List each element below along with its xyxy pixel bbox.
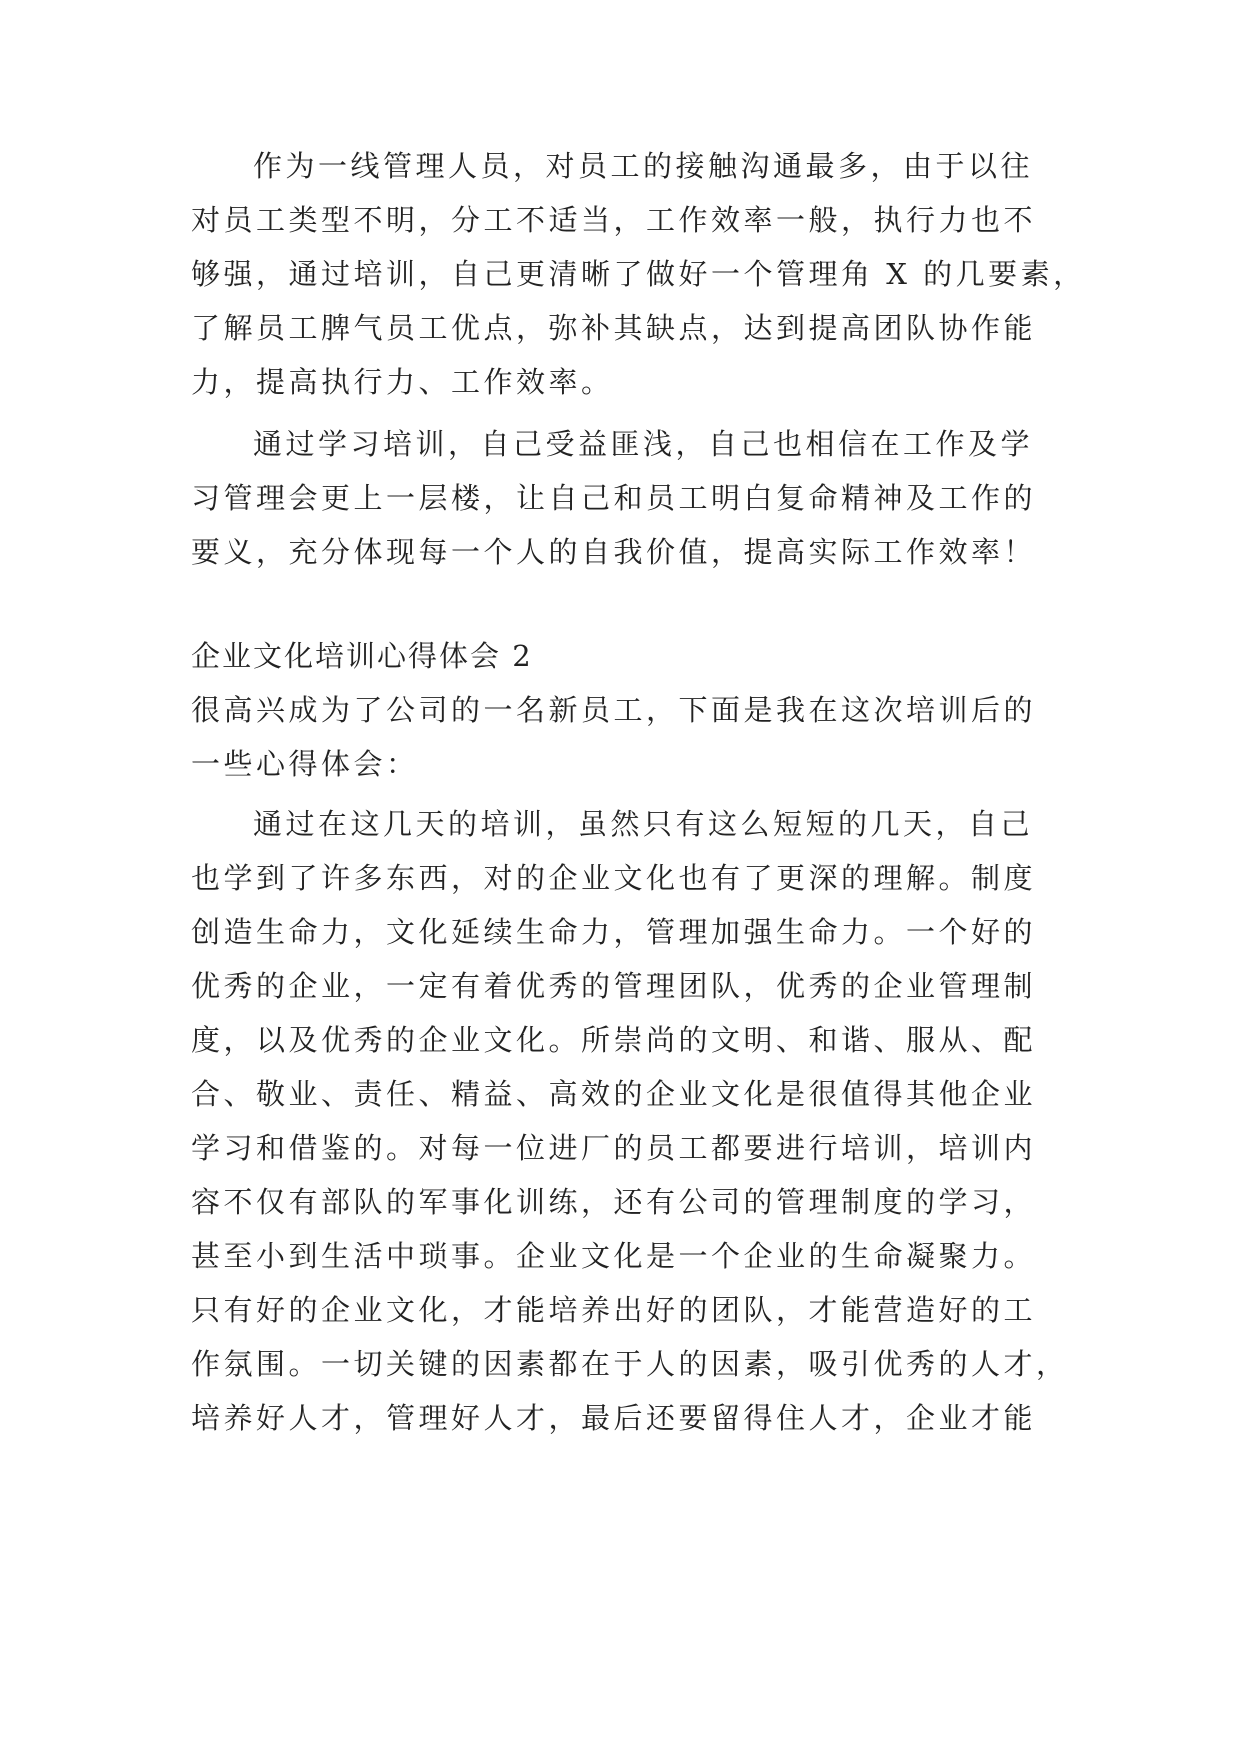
paragraph-3-line-6: 合、敬业、责任、精益、高效的企业文化是很值得其他企业 [191, 1077, 1037, 1111]
paragraph-1-line-4: 了解员工脾气员工优点，弥补其缺点，达到提高团队协作能 [191, 311, 1037, 345]
intro-line-1: 很高兴成为了公司的一名新员工，下面是我在这次培训后的 [191, 693, 1037, 727]
section-title: 企业文化培训心得体会 2 [191, 639, 533, 673]
paragraph-1-line-2: 对员工类型不明，分工不适当，工作效率一般，执行力也不 [191, 203, 1037, 237]
paragraph-3-line-3: 创造生命力，文化延续生命力，管理加强生命力。一个好的 [191, 915, 1037, 949]
paragraph-2-line-1: 通过学习培训，自己受益匪浅，自己也相信在工作及学 [253, 427, 1034, 461]
paragraph-3-line-10: 只有好的企业文化，才能培养出好的团队，才能营造好的工 [191, 1293, 1037, 1327]
paragraph-3-line-8: 容不仅有部队的军事化训练，还有公司的管理制度的学习， [191, 1185, 1037, 1219]
paragraph-3-line-11: 作氛围。一切关键的因素都在于人的因素，吸引优秀的人才， [191, 1347, 1069, 1381]
paragraph-3-line-2: 也学到了许多东西，对的企业文化也有了更深的理解。制度 [191, 861, 1037, 895]
paragraph-1-line-1: 作为一线管理人员，对员工的接触沟通最多，由于以往 [253, 149, 1034, 183]
paragraph-1-line-3: 够强，通过培训，自己更清晰了做好一个管理角 X 的几要素， [191, 257, 1086, 291]
paragraph-3-line-12: 培养好人才，管理好人才，最后还要留得住人才，企业才能 [191, 1401, 1037, 1435]
paragraph-1-line-5: 力，提高执行力、工作效率。 [191, 365, 614, 399]
paragraph-3-line-9: 甚至小到生活中琐事。企业文化是一个企业的生命凝聚力。 [191, 1239, 1037, 1273]
intro-line-2: 一些心得体会： [191, 747, 419, 781]
paragraph-3-line-7: 学习和借鉴的。对每一位进厂的员工都要进行培训，培训内 [191, 1131, 1037, 1165]
paragraph-3-line-1: 通过在这几天的培训，虽然只有这么短短的几天，自己 [253, 807, 1034, 841]
paragraph-2-line-3: 要义，充分体现每一个人的自我价值，提高实际工作效率！ [191, 535, 1037, 569]
paragraph-3-line-4: 优秀的企业，一定有着优秀的管理团队，优秀的企业管理制 [191, 969, 1037, 1003]
paragraph-3-line-5: 度，以及优秀的企业文化。所崇尚的文明、和谐、服从、配 [191, 1023, 1037, 1057]
paragraph-2-line-2: 习管理会更上一层楼，让自己和员工明白复命精神及工作的 [191, 481, 1037, 515]
